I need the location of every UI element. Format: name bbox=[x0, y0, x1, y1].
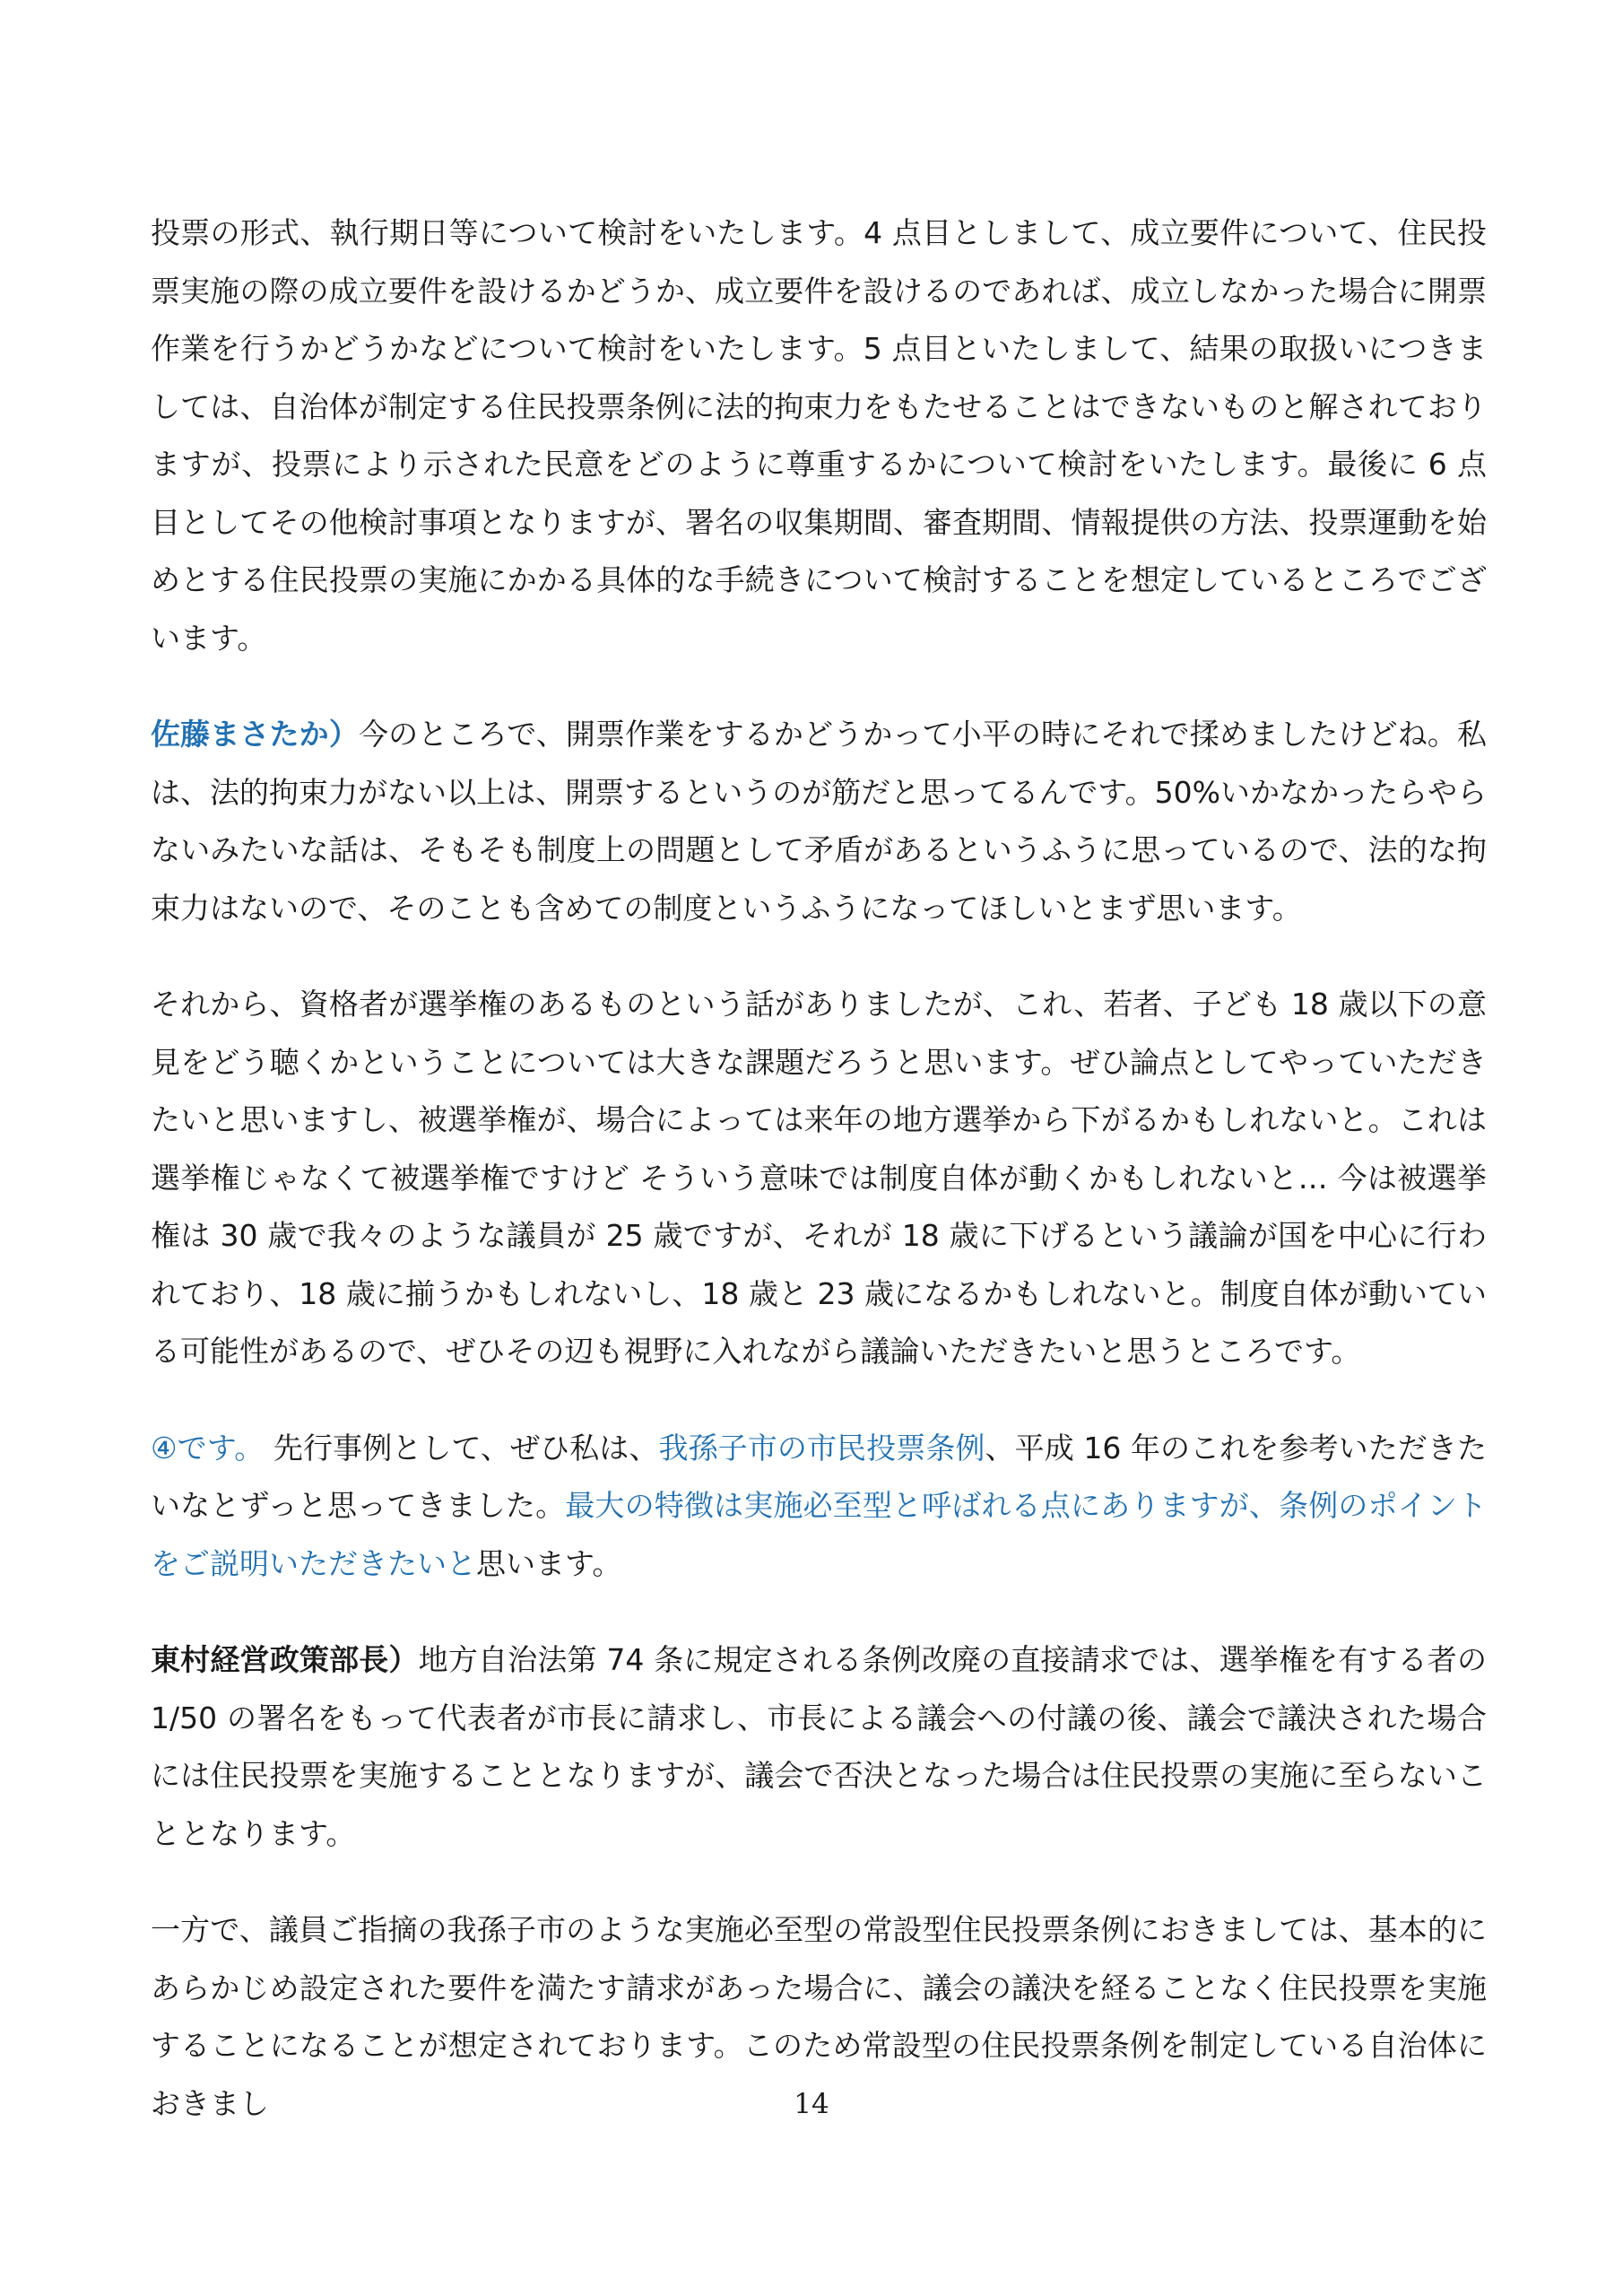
highlight-abiko-ordinance: 我孫子市の市民投票条例 bbox=[658, 1430, 985, 1465]
document-body bbox=[151, 204, 1487, 2171]
paragraph-text: 先行事例として、ぜひ私は、 bbox=[264, 1430, 659, 1465]
paragraph-study-items bbox=[151, 204, 1487, 667]
paragraph-text: 今のところで、開票作業をするかどうかって小平の時にそれで揉めましたけどね。私は、法的拘束力がない以上は、開票するというのが筋だと思ってるんです。50%いかなかったらやらないみたいな話は、そもそも制度上の問題として矛盾があるというふうに思っているので、法的な拘束力はないので、そのことも含めての制度というふうになってほしいとまず思います。 bbox=[151, 717, 1487, 926]
paragraph-text: 地方自治法第 74 条に規定される条例改廃の直接請求では、選挙権を有する者の 1/50 の署名をもって代表者が市長に請求し、市長による議会への付議の後、議会で議決された場合には住民投票を実施することとなりますが、議会で否決となった場合は住民投票の実施に至らないこととなります。 bbox=[151, 1642, 1488, 1851]
paragraph-higashimura-answer bbox=[151, 1631, 1487, 1863]
paragraph-text: それから、資格者が選挙権のあるものという話がありましたが、これ、若者、子ども 18 歳以下の意見をどう聴くかということについては大きな課題だろうと思います。ぜひ論点としてやっていただきたいと思いますし、被選挙権が、場合によっては来年の地方選挙から下がるかもしれないと。これは選挙権じゃなくて被選挙権ですけど そういう意味では制度自体が動くかもしれないと… 今は被選挙権は 30 歳で我々のような議員が 25 歳ですが、それが 18 歳に下げるという議論が国を中心に行われており、18 歳に揃うかもしれないし、18 歳と 23 歳になるかもしれないと。制度自体が動いている可能性があるので、ぜひその辺も視野に入れながら議論いただきたいと思うところです。 bbox=[151, 987, 1487, 1369]
paragraph-question-4 bbox=[151, 1420, 1487, 1594]
speaker-name-higashimura: 東村経営政策部長） bbox=[151, 1642, 419, 1677]
paragraph-text: 、平成 16 年のこれを参考いただきたいなとずっと思ってきました。 bbox=[151, 1430, 1487, 1523]
paragraph-sato-remark bbox=[151, 706, 1487, 937]
highlight-ordinance-point: 最大の特徴は実施必至型と呼ばれる点にありますが、条例のポイントをご説明いただきたいと bbox=[151, 1488, 1488, 1581]
paragraph-text: 投票の形式、執行期日等について検討をいたします。4 点目としまして、成立要件について、住民投票実施の際の成立要件を設けるかどうか、成立要件を設けるのであれば、成立しなかった場合に開票作業を行うかどうかなどについて検討をいたします。5 点目といたしまして、結果の取扱いにつきましては、自治体が制定する住民投票条例に法的拘束力をもたせることはできないものと解されておりますが、投票により示された民意をどのように尊重するかについて検討をいたします。最後に 6 点目としてその他検討事項となりますが、署名の収集期間、審査期間、情報提供の方法、投票運動を始めとする住民投票の実施にかかる具体的な手続きについて検討することを想定しているところでございます。 bbox=[151, 215, 1487, 656]
paragraph-text: 思います。 bbox=[476, 1545, 622, 1581]
speaker-name-sato: 佐藤まさたか） bbox=[151, 717, 359, 752]
question-number-label: ④です。 bbox=[151, 1430, 265, 1465]
page-number: 14 bbox=[794, 2088, 829, 2120]
paragraph-text: 一方で、議員ご指摘の我孫子市のような実施必至型の常設型住民投票条例におきましては、基本的にあらかじめ設定された要件を満たす請求があった場合に、議会の議決を経ることなく住民投票を実施することになることが想定されております。このため常設型の住民投票条例を制定している自治体におきまし bbox=[151, 1912, 1487, 2121]
paragraph-voting-age bbox=[151, 976, 1487, 1381]
